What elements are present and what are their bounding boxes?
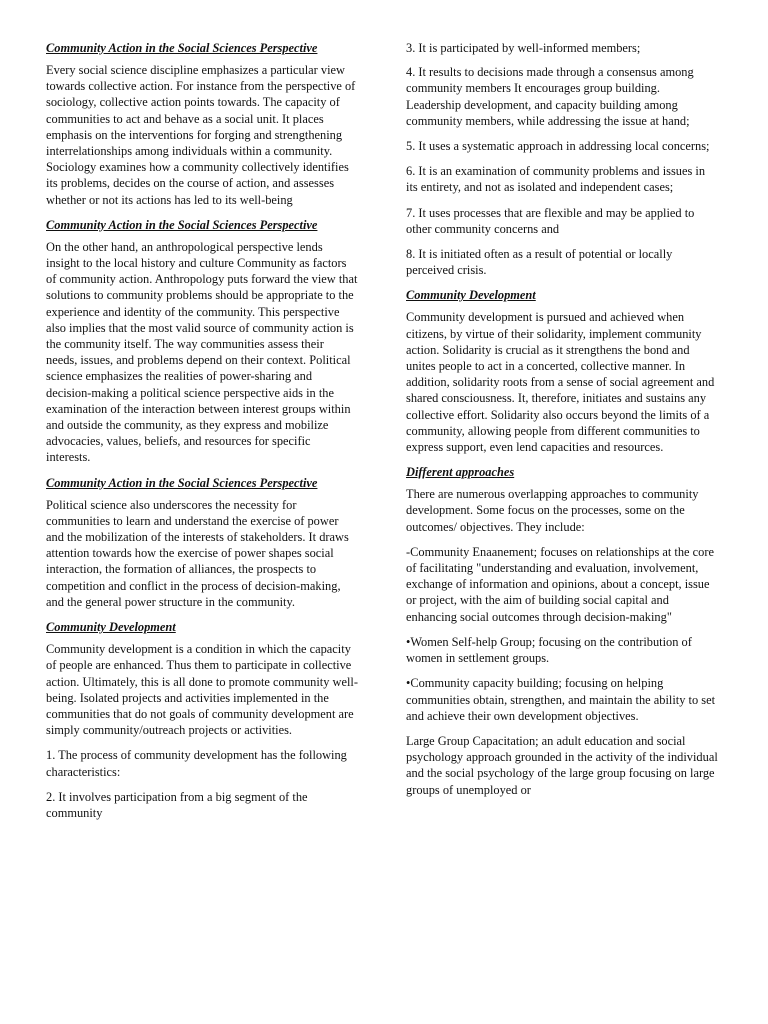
list-item: 1. The process of community development has the following characteristics: (46, 748, 347, 779)
list-item: 2. It involves participation from a big segment of the community (46, 789, 308, 820)
section-heading: Community Action in the Social Sciences Perspective (46, 217, 318, 232)
list-item: •Community capacity building; focusing on helping communities obtain, strengthen, and maintain the ability to set and achieve their own development objectives. (406, 676, 716, 723)
paragraph: Large Group Capacitation; an adult education and social psychology approach grounded in the activity of the individual and the social psychology of the large group focusing on large groups of unemployed or (406, 733, 718, 797)
section-heading: Community Development (46, 620, 176, 635)
list-item: -Community Enaanement; focuses on relationships at the core of facilitating "understanding and evaluation, involvement, exchange of information and opinions, about a concept, issue or project, with the aim of building social capital and enhancing social outcomes through decision-making" (406, 544, 714, 624)
paragraph: Community development is a condition in which the capacity of people are enhanced. Thus them to participate in collective action. Ultimately, this is all done to promote community well-being. Isolated projects and activities implemented in the communities that do not goals of community development are simply community/outreach projects or activities. (46, 642, 359, 738)
section-heading: Community Action in the Social Sciences Perspective (46, 475, 318, 490)
right-column (406, 40, 718, 807)
list-item: 3. It is participated by well-informed members; (406, 41, 641, 55)
left-column (46, 40, 358, 830)
paragraph: Political science also underscores the necessity for communities to learn and understand the exercise of power and the mobilization of the interests of stakeholders. It draws attention towards how the exercise of power shapes social interaction, the formation of alliances, the prospects to competition and conflict in the process of decision-making, and the general power structure in the community. (46, 497, 349, 609)
list-item: •Women Self-help Group; focusing on the contribution of women in settlement groups. (406, 634, 692, 666)
list-item: 7. It uses processes that are flexible and may be applied to other community concerns and (406, 205, 695, 236)
section-heading: Different approaches (406, 465, 515, 480)
paragraph: There are numerous overlapping approaches to community development. Some focus on the processes, some on the outcomes/ objectives. They include: (406, 487, 699, 534)
paragraph: Community development is pursued and achieved when citizens, by virtue of their solidarity, implement community action. Solidarity is crucial as it strengthens the bond and unites people to act in a concerted, collective manner. In addition, solidarity roots from a sense of social agreement and shared consciousness. It, therefore, initiates and sustains any collective effort. Solidarity also occurs beyond the limits of a community, allowing people from different communities to express support, even lend capacities and resources. (406, 310, 715, 455)
paragraph: Every social science discipline emphasizes a particular view towards collective action. For instance from the perspective of sociology, collective action points towards. The capacity of communities to act and behave as a social unit. It places emphasis on the interventions for forging and strengthening interrelationships among individuals within a community. Sociology examines how a community collectively identifies its problems, decides on the course of action, and assesses whether or not its actions has led to its well-being (46, 63, 356, 207)
list-item: 4. It results to decisions made through a consensus among community members It encourages group building. Leadership development, and capacity building among community members, while addressing the issue at hand; (406, 65, 694, 128)
section-heading: Community Development (406, 288, 536, 303)
list-item: 5. It uses a systematic approach in addressing local concerns; (406, 139, 710, 154)
section-heading: Community Action in the Social Sciences Perspective (46, 41, 318, 55)
paragraph: On the other hand, an anthropological perspective lends insight to the local history and culture Community as factors of community action. Anthropology puts forward the view that solutions to community problems should be appropriate to the experience and identity of the community. This perspective also implies that the most valid source of community action is the community itself. The way communities assess their needs, issues, and problems depend on their context. Political science emphasizes the realities of power-sharing and decision-making a political science perspective aids in the examination of the interaction between interest groups within and outside the community, as they express and mobilize advocacies, values, beliefs, and resources for specific interests. (46, 239, 358, 465)
list-item: 6. It is an examination of community problems and issues in its entirety, and not as isolated and independent cases; (406, 164, 706, 195)
list-item: 8. It is initiated often as a result of potential or locally perceived crisis. (406, 247, 673, 278)
